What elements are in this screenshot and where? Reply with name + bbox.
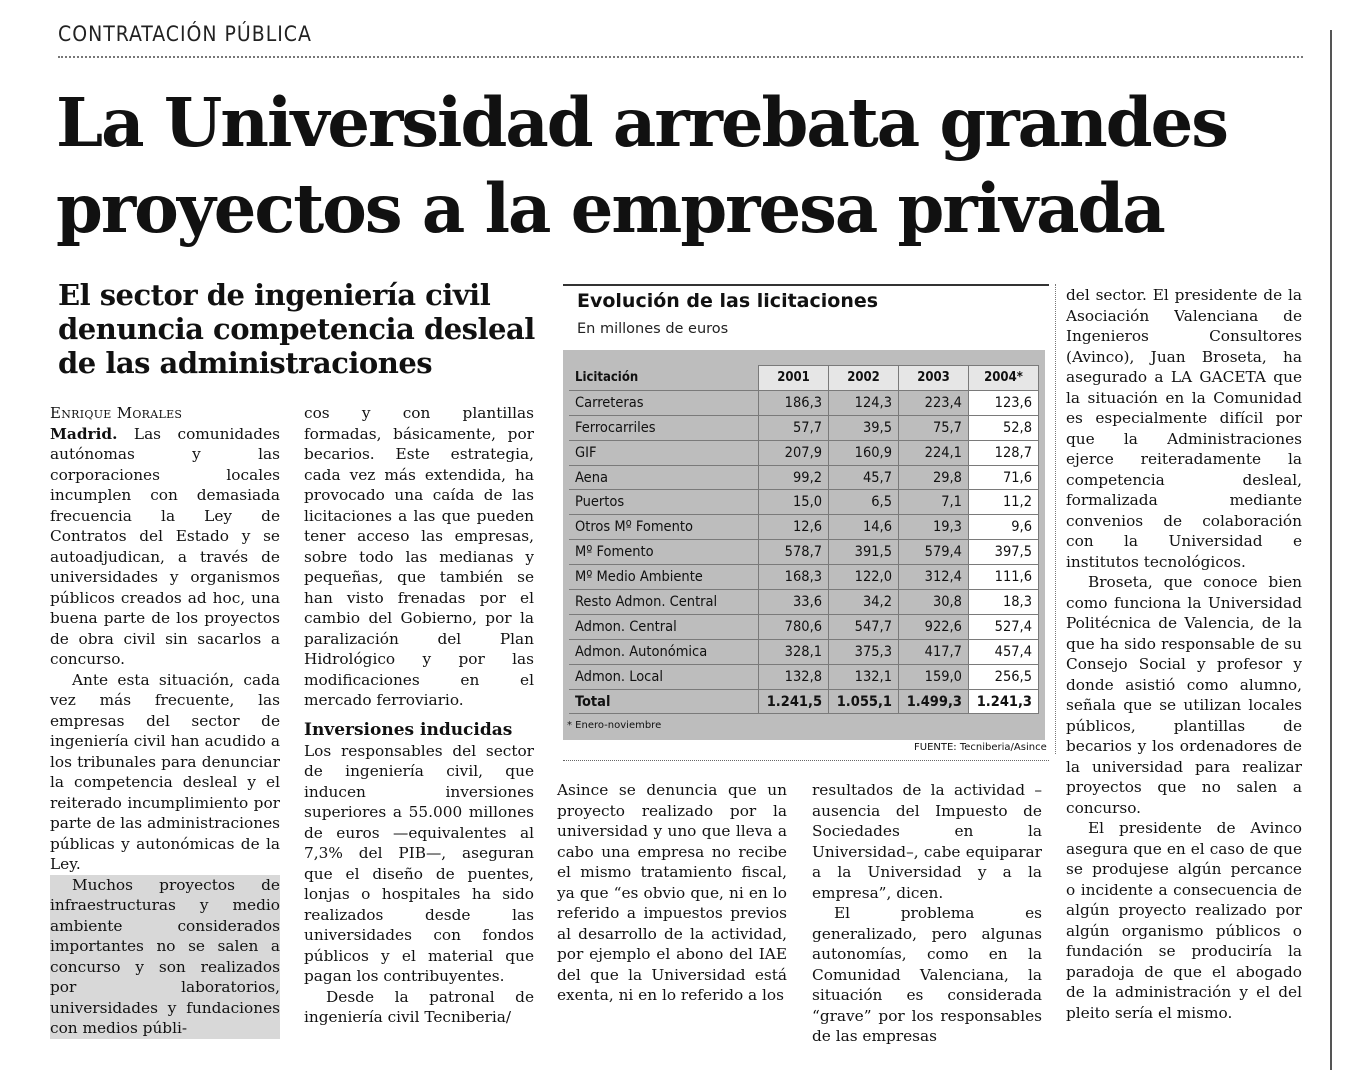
paragraph: Muchos proyectos de infraestructuras y medio ambiente considerados importantes no se salen a concurso y son realizados por laboratorios, universidades y fundaciones con medios públi- (50, 875, 280, 1037)
table-row (569, 639, 1039, 664)
value-cell: 579,4 (899, 540, 969, 565)
value-cell: 7,1 (899, 490, 969, 515)
value-cell: 780,6 (759, 614, 829, 639)
column-header: 2002 (829, 366, 899, 391)
value-cell: 124,3 (829, 390, 899, 415)
value-cell: 33,6 (759, 590, 829, 615)
value-cell: 11,2 (968, 490, 1038, 515)
column-header: Licitación (569, 366, 759, 391)
paragraph: resultados de la actividad –ausencia del Impuesto de Sociedades en la Universidad–, cabe equiparar a la Universidad y a la empresa”, dicen. (812, 781, 1042, 902)
value-cell: 186,3 (759, 390, 829, 415)
row-label-cell: Otros Mº Fomento (569, 515, 759, 540)
value-cell: 30,8 (899, 590, 969, 615)
paragraph: Desde la patronal de ingeniería civil Tecniberia/ (304, 987, 534, 1026)
value-cell: 19,3 (899, 515, 969, 540)
row-label-cell: Puertos (569, 490, 759, 515)
value-cell: 57,7 (759, 415, 829, 440)
article-column-5 (1066, 285, 1302, 1023)
value-cell: 29,8 (899, 465, 969, 490)
row-label-cell: Ferrocarriles (569, 415, 759, 440)
value-cell: 132,1 (829, 664, 899, 689)
paragraph-text: Las comunidades autónomas y las corporaciones locales incumplen con demasiada frecuencia la Ley de Contratos del Estado y se autoadjudican, a través de universidades y organismos públicos creados ad hoc, una buena parte de los proyectos de obra civil sin sacarlos a concurso. (50, 424, 280, 668)
row-label-cell: Carreteras (569, 390, 759, 415)
value-cell: 547,7 (829, 614, 899, 639)
value-cell: 6,5 (829, 490, 899, 515)
value-cell: 391,5 (829, 540, 899, 565)
table-top-rule (563, 284, 1049, 286)
row-label-cell: Mº Fomento (569, 540, 759, 565)
value-cell: 99,2 (759, 465, 829, 490)
byline: Enrique Morales (50, 404, 183, 422)
table-row (569, 614, 1039, 639)
column-header: 2004* (968, 366, 1038, 391)
value-cell: 457,4 (968, 639, 1038, 664)
paragraph: Asince se denuncia que un proyecto realizado por la universidad y uno que lleva a cabo una empresa no recibe el mismo tratamiento fiscal, ya que “es obvio que, ni en lo referido a impuestos previos al desarrollo de la actividad, por ejemplo el abono del IAE del que la Universidad está exenta, ni en lo referido a los (557, 781, 787, 1004)
column-header: 2003 (899, 366, 969, 391)
value-cell: 128,7 (968, 440, 1038, 465)
value-cell: 123,6 (968, 390, 1038, 415)
value-cell: 132,8 (759, 664, 829, 689)
article-column-2 (304, 403, 534, 1028)
value-cell: 15,0 (759, 490, 829, 515)
table-row (569, 515, 1039, 540)
paragraph: Ante esta situación, cada vez más frecuente, las empresas del sector de ingeniería civil han acudido a los tribunales para denunciar la competencia desleal y el reiterado incumplimiento por parte de las administraciones públicas y autonómicas de la Ley. (50, 670, 280, 873)
table-panel (563, 350, 1045, 740)
value-cell: 922,6 (899, 614, 969, 639)
value-cell: 39,5 (829, 415, 899, 440)
paragraph: El presidente de Avinco asegura que en el caso de que se produjese algún percance o incidente a consecuencia de algún proyecto realizado por algún organismo públicos o fundación se produciría la paradoja de que el abogado de la administración y el del pleito sería el mismo. (1066, 819, 1302, 1022)
article-column-3 (557, 780, 787, 1006)
value-cell: 14,6 (829, 515, 899, 540)
paragraph: cos y con plantillas formadas, básicamente, por becarios. Este estrategia, cada vez más extendida, ha provocado una caída de las licitaciones a las que pueden tener acceso las empresas, sobre todo las medianas y pequeñas, que también se han visto frenadas por el cambio del Gobierno, por la paralización del Plan Hidrológico y por las modificaciones en el mercado ferroviario. (304, 404, 534, 709)
table-footnote: * Enero-noviembre (567, 720, 662, 731)
table-row (569, 415, 1039, 440)
subheadline: El sector de ingeniería civil denuncia competencia desleal de las administraciones (58, 278, 535, 380)
table-body (569, 390, 1039, 714)
row-label-cell: Admon. Central (569, 614, 759, 639)
value-cell: 417,7 (899, 639, 969, 664)
value-cell: 223,4 (899, 390, 969, 415)
article-column-4 (812, 780, 1042, 1047)
table-row (569, 590, 1039, 615)
value-cell: 34,2 (829, 590, 899, 615)
licitaciones-table (569, 365, 1039, 714)
value-cell: 12,6 (759, 515, 829, 540)
row-label-cell: GIF (569, 440, 759, 465)
row-label-cell: Total (569, 689, 759, 714)
value-cell: 9,6 (968, 515, 1038, 540)
table-source: FUENTE: Tecniberia/Asince (914, 742, 1047, 753)
value-cell: 159,0 (899, 664, 969, 689)
article-column-1 (50, 403, 280, 1039)
column-header: 2001 (759, 366, 829, 391)
value-cell: 527,4 (968, 614, 1038, 639)
value-cell: 328,1 (759, 639, 829, 664)
value-cell: 207,9 (759, 440, 829, 465)
table-bottom-rule (563, 760, 1049, 761)
section-subtitle: Inversiones inducidas (304, 719, 513, 740)
paragraph: Los responsables del sector de ingeniería civil, que inducen inversiones superiores a 55.000 millones de euros —equivalentes al 7,3% del PIB—, aseguran que el diseño de puentes, lonjas o hospitales ha sido realizados desde las universidades con fondos públicos y el material que pagan los contribuyentes. (304, 741, 534, 985)
value-cell: 45,7 (829, 465, 899, 490)
value-cell: 397,5 (968, 540, 1038, 565)
value-cell: 375,3 (829, 639, 899, 664)
value-cell: 111,6 (968, 565, 1038, 590)
top-divider (58, 56, 1303, 58)
table-row (569, 390, 1039, 415)
value-cell: 1.055,1 (829, 689, 899, 714)
value-cell: 312,4 (899, 565, 969, 590)
row-label-cell: Resto Admon. Central (569, 590, 759, 615)
value-cell: 1.241,3 (968, 689, 1038, 714)
paragraph: del sector. El presidente de la Asociación Valenciana de Ingenieros Consultores (Avinco), Juan Broseta, ha asegurado a LA GACETA que la situación en la Comunidad es especialmente difícil por que la Administraciones ejerce reiteradamente la competencia desleal, formalizada mediante convenios de colaboración con la Universidad e institutos tecnológicos. (1066, 286, 1302, 571)
row-label-cell: Admon. Local (569, 664, 759, 689)
table-row (569, 664, 1039, 689)
value-cell: 75,7 (899, 415, 969, 440)
table-side-rule (1055, 284, 1056, 754)
table-row (569, 440, 1039, 465)
value-cell: 52,8 (968, 415, 1038, 440)
table-row (569, 565, 1039, 590)
value-cell: 168,3 (759, 565, 829, 590)
table-row (569, 490, 1039, 515)
table-subtitle: En millones de euros (577, 321, 729, 337)
table-total-row (569, 689, 1039, 714)
headline: La Universidad arrebata grandes proyectos a la empresa privada (56, 83, 1227, 248)
value-cell: 160,9 (829, 440, 899, 465)
section-label: CONTRATACIÓN PÚBLICA (58, 22, 312, 46)
value-cell: 1.241,5 (759, 689, 829, 714)
paragraph: El problema es generalizado, pero algunas autonomías, como en la Comunidad Valenciana, la situación es considerada “grave” por los responsables de las empresas (812, 904, 1042, 1045)
row-label-cell: Admon. Autonómica (569, 639, 759, 664)
row-label-cell: Aena (569, 465, 759, 490)
paragraph: Broseta, que conoce bien como funciona la Universidad Politécnica de Valencia, de la que ha sido responsable de su Consejo Social y profesor y donde asistió como alumno, señala que se utilizan locales públicos, plantillas de becarios y los ordenadores de la universidad para realizar proyectos que no salen a concurso. (1066, 573, 1302, 817)
page-right-border (1330, 30, 1332, 1070)
value-cell: 18,3 (968, 590, 1038, 615)
row-label-cell: Mº Medio Ambiente (569, 565, 759, 590)
table-row (569, 540, 1039, 565)
table-header-row (569, 366, 1039, 391)
dateline-city: Madrid. (50, 424, 118, 443)
table-title: Evolución de las licitaciones (577, 290, 879, 312)
value-cell: 256,5 (968, 664, 1038, 689)
value-cell: 71,6 (968, 465, 1038, 490)
value-cell: 224,1 (899, 440, 969, 465)
value-cell: 122,0 (829, 565, 899, 590)
table-row (569, 465, 1039, 490)
value-cell: 1.499,3 (899, 689, 969, 714)
value-cell: 578,7 (759, 540, 829, 565)
paragraph (50, 424, 280, 670)
